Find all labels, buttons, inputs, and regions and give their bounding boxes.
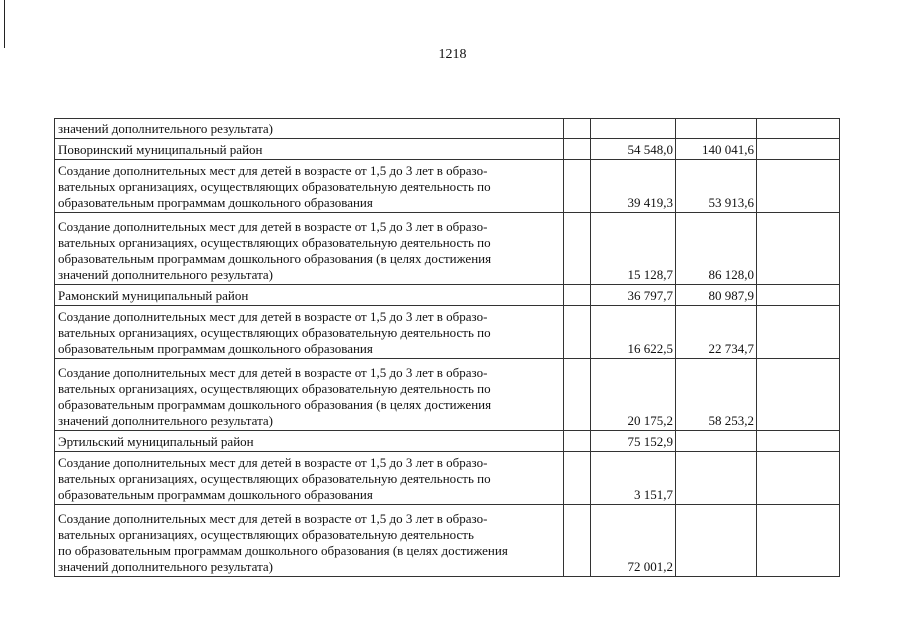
empty-cell	[757, 431, 840, 452]
empty-cell	[757, 452, 840, 505]
row-description	[55, 359, 564, 431]
empty-cell	[564, 213, 591, 285]
description-line: вательных организациях, осуществляющих образовательную деятельность по	[58, 381, 491, 396]
description-line: значений дополнительного результата)	[58, 559, 274, 574]
table-row	[55, 160, 840, 213]
amount-first-column: 20 175,2	[591, 359, 676, 431]
empty-cell	[564, 119, 591, 139]
amount-second-column: 53 913,6	[676, 160, 757, 213]
page-number: 1218	[438, 47, 467, 62]
amount-first-column: 36 797,7	[591, 285, 676, 306]
amount-first-column: 16 622,5	[591, 306, 676, 359]
amount-second-column: 140 041,6	[676, 139, 757, 160]
empty-cell	[757, 285, 840, 306]
row-description	[55, 505, 564, 577]
empty-cell	[564, 452, 591, 505]
district-row	[55, 285, 840, 306]
description-line: значений дополнительного результата)	[58, 267, 274, 282]
row-description	[55, 285, 564, 306]
row-description	[55, 139, 564, 160]
row-description	[55, 213, 564, 285]
amount-second-column	[676, 431, 757, 452]
row-description	[55, 119, 564, 139]
empty-cell	[757, 160, 840, 213]
empty-cell	[564, 160, 591, 213]
description-line: Создание дополнительных мест для детей в возрасте от 1,5 до 3 лет в образо-	[58, 219, 488, 234]
empty-cell	[757, 213, 840, 285]
amount-first-column: 3 151,7	[591, 452, 676, 505]
description-line: вательных организациях, осуществляющих образовательную деятельность по	[58, 179, 491, 194]
amount-first-column	[591, 119, 676, 139]
description-line: Эртильский муниципальный район	[58, 434, 254, 449]
amount-first-column: 54 548,0	[591, 139, 676, 160]
row-description	[55, 160, 564, 213]
amount-first-column: 75 152,9	[591, 431, 676, 452]
empty-cell	[564, 359, 591, 431]
amount-second-column	[676, 452, 757, 505]
amount-second-column: 80 987,9	[676, 285, 757, 306]
description-line: Создание дополнительных мест для детей в возрасте от 1,5 до 3 лет в образо-	[58, 309, 488, 324]
description-line: образовательным программам дошкольного образования	[58, 341, 373, 356]
description-line: Создание дополнительных мест для детей в возрасте от 1,5 до 3 лет в образо-	[58, 511, 488, 526]
description-line: значений дополнительного результата)	[58, 413, 274, 428]
amount-second-column: 22 734,7	[676, 306, 757, 359]
description-line: Рамонский муниципальный район	[58, 288, 249, 303]
empty-cell	[564, 306, 591, 359]
empty-cell	[757, 505, 840, 577]
amount-first-column: 39 419,3	[591, 160, 676, 213]
amount-second-column: 86 128,0	[676, 213, 757, 285]
empty-cell	[564, 285, 591, 306]
empty-cell	[757, 306, 840, 359]
row-description	[55, 306, 564, 359]
description-line: по образовательным программам дошкольного образования (в целях достижения	[58, 543, 508, 558]
row-description	[55, 431, 564, 452]
scan-margin-line	[4, 0, 5, 48]
table-row	[55, 505, 840, 577]
description-line: образовательным программам дошкольного образования	[58, 195, 373, 210]
table-row	[55, 306, 840, 359]
description-line: вательных организациях, осуществляющих образовательную деятельность по	[58, 471, 491, 486]
district-row	[55, 139, 840, 160]
amount-first-column: 72 001,2	[591, 505, 676, 577]
table-row	[55, 119, 840, 139]
empty-cell	[757, 359, 840, 431]
description-line: вательных организациях, осуществляющих образовательную деятельность	[58, 527, 474, 542]
empty-cell	[757, 139, 840, 160]
description-line: Создание дополнительных мест для детей в возрасте от 1,5 до 3 лет в образо-	[58, 365, 488, 380]
description-line: образовательным программам дошкольного образования (в целях достижения	[58, 251, 492, 266]
description-line: образовательным программам дошкольного образования (в целях достижения	[58, 397, 492, 412]
table-row	[55, 359, 840, 431]
empty-cell	[564, 139, 591, 160]
empty-cell	[757, 119, 840, 139]
description-line: образовательным программам дошкольного образования	[58, 487, 373, 502]
table-row	[55, 213, 840, 285]
description-line: Поворинский муниципальный район	[58, 142, 263, 157]
district-row	[55, 431, 840, 452]
empty-cell	[564, 431, 591, 452]
amount-second-column	[676, 119, 757, 139]
description-line: Создание дополнительных мест для детей в возрасте от 1,5 до 3 лет в образо-	[58, 163, 488, 178]
table-body	[55, 119, 840, 577]
description-line: вательных организациях, осуществляющих образовательную деятельность по	[58, 235, 491, 250]
description-line: Создание дополнительных мест для детей в возрасте от 1,5 до 3 лет в образо-	[58, 455, 488, 470]
description-line: вательных организациях, осуществляющих образовательную деятельность по	[58, 325, 491, 340]
amount-second-column: 58 253,2	[676, 359, 757, 431]
amount-second-column	[676, 505, 757, 577]
description-line: значений дополнительного результата)	[58, 121, 274, 136]
budget-table	[54, 118, 840, 577]
row-description	[55, 452, 564, 505]
amount-first-column: 15 128,7	[591, 213, 676, 285]
empty-cell	[564, 505, 591, 577]
table-row	[55, 452, 840, 505]
